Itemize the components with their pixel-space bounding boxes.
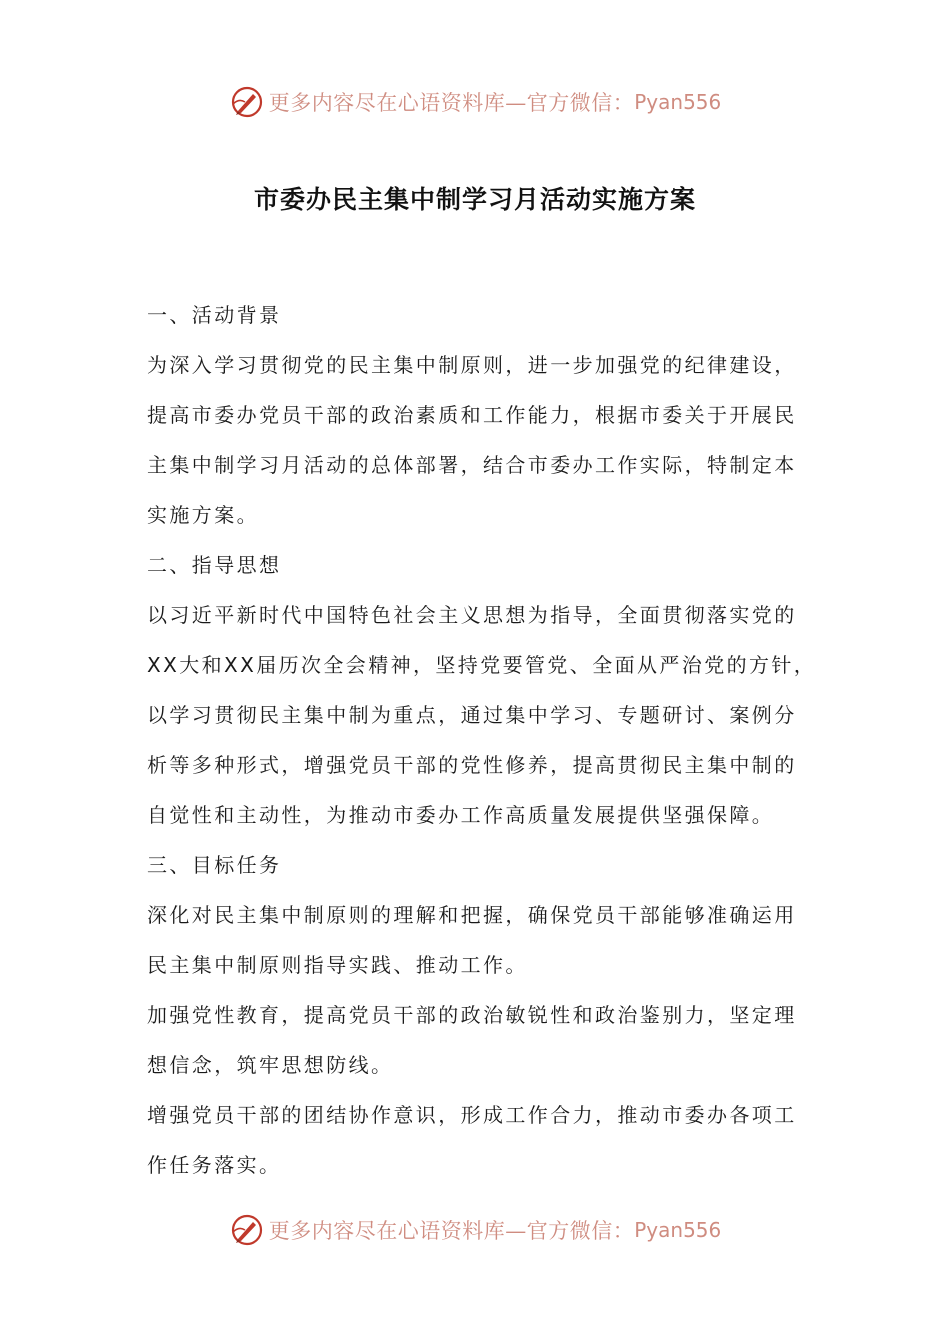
paragraph-line: 想信念，筑牢思想防线。 bbox=[147, 1053, 394, 1077]
pen-circle-icon bbox=[229, 1212, 265, 1248]
document-body bbox=[147, 290, 815, 1190]
watermark-wechat-id: Pyan556 bbox=[634, 90, 722, 114]
document-title: 市委办民主集中制学习月活动实施方案 bbox=[253, 185, 696, 214]
paragraph-line: 作任务落实。 bbox=[147, 1153, 282, 1177]
paragraph-line: XX大和XX届历次全会精神，坚持党要管党、全面从严治党的方针， bbox=[147, 653, 817, 677]
paragraph-line: 增强党员干部的团结协作意识，形成工作合力，推动市委办各项工 bbox=[147, 1103, 797, 1127]
paragraph-line: 提高市委办党员干部的政治素质和工作能力，根据市委关于开展民 bbox=[147, 403, 797, 427]
paragraph-line: 主集中制学习月活动的总体部署，结合市委办工作实际，特制定本 bbox=[147, 453, 797, 477]
paragraph-line: 以学习贯彻民主集中制为重点，通过集中学习、专题研讨、案例分 bbox=[147, 703, 797, 727]
paragraph-line: 深化对民主集中制原则的理解和把握，确保党员干部能够准确运用 bbox=[147, 903, 797, 927]
paragraph-line: 为深入学习贯彻党的民主集中制原则，进一步加强党的纪律建设， bbox=[147, 353, 797, 377]
paragraph-line: 加强党性教育，提高党员干部的政治敏锐性和政治鉴别力，坚定理 bbox=[147, 1003, 797, 1027]
watermark-banner-bottom bbox=[0, 1208, 950, 1252]
watermark-text: 更多内容尽在心语资料库—官方微信： bbox=[268, 1219, 635, 1243]
paragraph-line: 析等多种形式，增强党员干部的党性修养，提高贯彻民主集中制的 bbox=[147, 753, 797, 777]
watermark-banner-top bbox=[0, 80, 950, 124]
paragraph-line: 以习近平新时代中国特色社会主义思想为指导，全面贯彻落实党的 bbox=[147, 603, 797, 627]
pen-circle-icon bbox=[229, 84, 265, 120]
section-heading-guiding-thought: 二、指导思想 bbox=[147, 553, 282, 577]
paragraph-line: 自觉性和主动性，为推动市委办工作高质量发展提供坚强保障。 bbox=[147, 803, 775, 827]
section-heading-goals: 三、目标任务 bbox=[147, 853, 282, 877]
watermark-text: 更多内容尽在心语资料库—官方微信： bbox=[268, 91, 635, 115]
paragraph-line: 实施方案。 bbox=[147, 503, 259, 527]
watermark-wechat-id: Pyan556 bbox=[634, 1218, 722, 1242]
paragraph-line: 民主集中制原则指导实践、推动工作。 bbox=[147, 953, 528, 977]
section-heading-background: 一、活动背景 bbox=[147, 303, 282, 327]
